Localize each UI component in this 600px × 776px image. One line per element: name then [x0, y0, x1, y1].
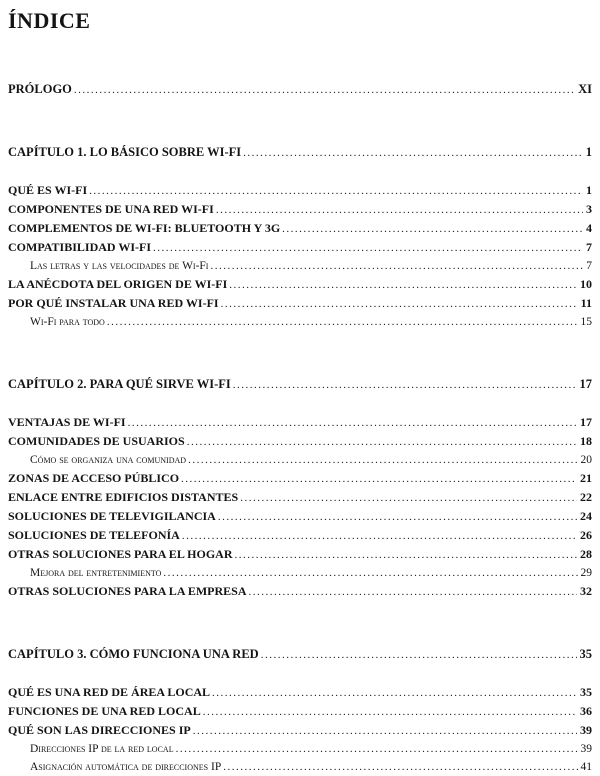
dot-leader: [153, 238, 583, 257]
page-number: 26: [580, 528, 592, 542]
page-number: 41: [580, 761, 592, 773]
dot-leader: [212, 683, 577, 702]
entry-label: POR QUÉ INSTALAR UNA RED WI-FI: [8, 296, 219, 310]
entry-label: ENLACE ENTRE EDIFICIOS DISTANTES: [8, 490, 239, 504]
entry-label: COMPATIBILIDAD WI-FI: [8, 240, 152, 254]
page-number: 29: [580, 567, 592, 579]
toc-entry: [8, 526, 592, 545]
toc-entry: [8, 294, 592, 313]
toc-entry: [8, 275, 592, 294]
entry-label: Direcciones IP de la red local: [30, 743, 174, 755]
toc-subentry: [8, 451, 592, 469]
page-number: 35: [580, 685, 592, 699]
entry-label: CAPÍTULO 2. PARA QUÉ SIRVE WI-FI: [8, 377, 231, 391]
page-number: 22: [580, 490, 592, 504]
toc-entry: [8, 469, 592, 488]
dot-leader: [218, 507, 577, 526]
entry-label: PRÓLOGO: [8, 82, 72, 96]
toc-subentry: [8, 740, 592, 758]
dot-leader: [89, 181, 583, 200]
toc-entry: [8, 181, 592, 200]
page-number: 10: [580, 277, 592, 291]
toc-entry: [8, 721, 592, 740]
page-number: 3: [586, 202, 592, 216]
toc-chapter-heading: [8, 645, 592, 664]
page-number: 24: [580, 509, 592, 523]
toc-subentry: [8, 564, 592, 582]
page-title: ÍNDICE: [8, 8, 91, 33]
entry-label: Wi-Fi para todo: [30, 316, 105, 328]
dot-leader: [182, 526, 577, 545]
toc-entry: [8, 507, 592, 526]
page-number: 17: [579, 377, 592, 391]
dot-leader: [210, 257, 583, 275]
toc-entry-prologue: [8, 80, 592, 99]
page-number: 11: [580, 296, 592, 310]
dot-leader: [221, 294, 578, 313]
entry-label: QUÉ ES WI-FI: [8, 183, 88, 197]
entry-label: CAPÍTULO 3. CÓMO FUNCIONA UNA RED: [8, 647, 259, 661]
toc-subentry: [8, 758, 592, 776]
toc-chapter-heading: [8, 143, 592, 162]
dot-leader: [229, 275, 577, 294]
page-number: 39: [580, 743, 592, 755]
entry-label: COMPLEMENTOS DE WI-FI: BLUETOOTH Y 3G: [8, 221, 281, 235]
table-of-contents: [8, 80, 592, 776]
dot-leader: [233, 375, 577, 394]
dot-leader: [193, 721, 577, 740]
entry-label: Cómo se organiza una comunidad: [30, 454, 187, 466]
toc-subentry: [8, 257, 592, 275]
page-number: 36: [580, 704, 592, 718]
dot-leader: [74, 80, 575, 99]
dot-leader: [282, 219, 583, 238]
toc-chapter-heading: [8, 375, 592, 394]
page-number: 15: [580, 316, 592, 328]
entry-label: COMUNIDADES DE USUARIOS: [8, 434, 185, 448]
page-number: XI: [578, 82, 592, 96]
dot-leader: [223, 758, 577, 776]
dot-leader: [187, 432, 577, 451]
toc-entry: [8, 582, 592, 601]
entry-label: Las letras y las velocidades de Wi-Fi: [30, 260, 209, 272]
toc-entry: [8, 413, 592, 432]
toc-entry: [8, 219, 592, 238]
page-number: 32: [580, 584, 592, 598]
dot-leader: [261, 645, 577, 664]
entry-label: OTRAS SOLUCIONES PARA EL HOGAR: [8, 547, 233, 561]
dot-leader: [163, 564, 577, 582]
page-number: 7: [586, 240, 592, 254]
page-number: 39: [580, 723, 592, 737]
entry-label: SOLUCIONES DE TELEFONÍA: [8, 528, 180, 542]
entry-label: CAPÍTULO 1. LO BÁSICO SOBRE WI-FI: [8, 145, 242, 159]
page-number: 28: [580, 547, 592, 561]
page-number: 20: [580, 454, 592, 466]
toc-subentry: [8, 313, 592, 331]
toc-entry: [8, 488, 592, 507]
entry-label: LA ANÉCDOTA DEL ORIGEN DE WI-FI: [8, 277, 228, 291]
dot-leader: [176, 740, 578, 758]
dot-leader: [249, 582, 578, 601]
toc-entry: [8, 702, 592, 721]
entry-label: Mejora del entretenimiento: [30, 567, 162, 579]
page-number: 7: [586, 260, 592, 272]
dot-leader: [243, 143, 583, 162]
toc-entry: [8, 683, 592, 702]
dot-leader: [240, 488, 577, 507]
entry-label: FUNCIONES DE UNA RED LOCAL: [8, 704, 201, 718]
toc-entry: [8, 238, 592, 257]
dot-leader: [235, 545, 578, 564]
entry-label: Asignación automática de direcciones IP: [30, 761, 222, 773]
entry-label: OTRAS SOLUCIONES PARA LA EMPRESA: [8, 584, 247, 598]
page-number: 1: [586, 183, 592, 197]
page-number: 1: [585, 145, 592, 159]
dot-leader: [188, 451, 577, 469]
entry-label: SOLUCIONES DE TELEVIGILANCIA: [8, 509, 216, 523]
dot-leader: [203, 702, 577, 721]
page-number: 35: [579, 647, 592, 661]
dot-leader: [181, 469, 577, 488]
page-number: 4: [586, 221, 592, 235]
entry-label: VENTAJAS DE WI-FI: [8, 415, 126, 429]
entry-label: ZONAS DE ACCESO PÚBLICO: [8, 471, 180, 485]
page-number: 17: [580, 415, 592, 429]
entry-label: QUÉ ES UNA RED DE ÁREA LOCAL: [8, 685, 211, 699]
page-number: 21: [580, 471, 592, 485]
toc-entry: [8, 545, 592, 564]
toc-entry: [8, 432, 592, 451]
dot-leader: [216, 200, 583, 219]
toc-entry: [8, 200, 592, 219]
dot-leader: [128, 413, 577, 432]
entry-label: QUÉ SON LAS DIRECCIONES IP: [8, 723, 191, 737]
dot-leader: [107, 313, 578, 331]
page-number: 18: [580, 434, 592, 448]
entry-label: COMPONENTES DE UNA RED WI-FI: [8, 202, 214, 216]
